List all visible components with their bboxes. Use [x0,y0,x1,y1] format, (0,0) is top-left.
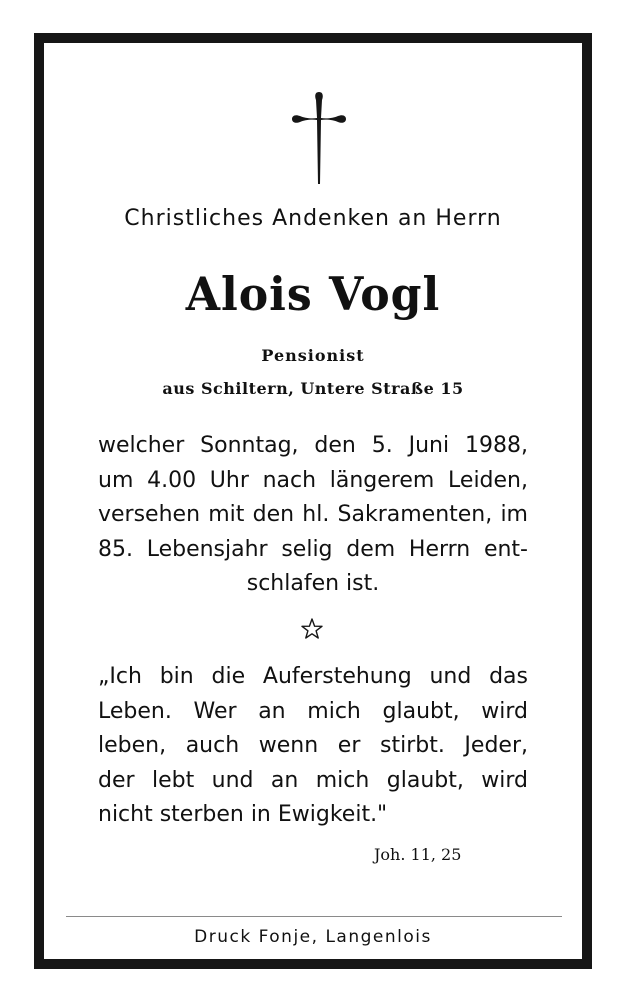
address-text: aus Schiltern, Untere Straße 15 [162,379,464,398]
death-notice-line: um 4.00 Uhr nach längerem Leiden, [98,467,528,493]
memorial-card [34,33,592,969]
death-notice-line: welcher Sonntag, den 5. Juni 1988, [98,433,528,458]
quote-line: Leben. Wer an mich glaubt, wird [98,698,528,724]
deceased-name: Alois Vogl [185,267,441,321]
death-notice-line: 85. Lebensjahr selig dem Herrn ent- [98,536,528,562]
footer-divider [66,916,562,917]
quote-line: „Ich bin die Auferstehung und das [98,664,528,689]
quote-line: leben, auch wenn er stirbt. Jeder, [98,733,528,758]
quote-line: der lebt und an mich glaubt, wird [98,767,528,793]
death-notice-line: schlafen ist. [246,571,380,596]
cross-icon [290,90,348,186]
death-notice-line: versehen mit den hl. Sakramenten, im [98,502,528,527]
star-icon [300,617,324,641]
quote-line: nicht sterben in Ewigkeit." [98,802,388,827]
death-notice-text [98,429,528,602]
bible-quote [98,660,528,833]
occupation-text: Pensionist [261,346,365,365]
quote-reference: Joh. 11, 25 [374,845,462,864]
printer-credit: Druck Fonje, Langenlois [194,927,432,947]
intro-text: Christliches Andenken an Herrn [124,206,502,231]
